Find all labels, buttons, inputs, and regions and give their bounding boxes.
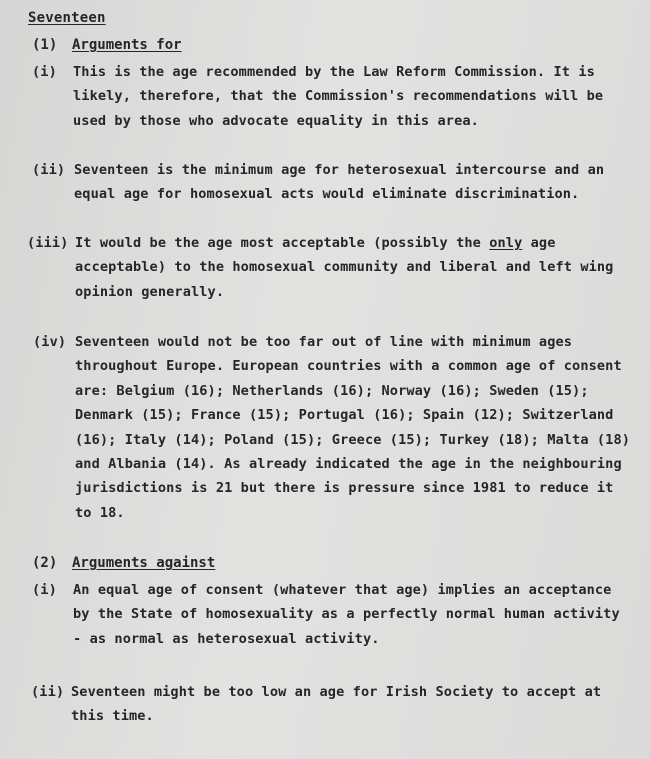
- text-line: Denmark (15); France (15); Portugal (16); Spain (12); Switzerland: [75, 407, 614, 424]
- section-arguments-against: [32, 553, 215, 573]
- text-line: used by those who advocate equality in this area.: [73, 112, 479, 129]
- text-line: An equal age of consent (whatever that age) implies an acceptance: [73, 582, 612, 598]
- text-line: and Albania (14). As already indicated the age in the neighbouring: [75, 456, 622, 473]
- text-fragment: age: [522, 235, 556, 251]
- item-marker: (ii): [31, 684, 65, 700]
- item-text: [75, 231, 613, 304]
- text-line: throughout Europe. European countries with a common age of consent: [75, 358, 622, 375]
- item-text: [71, 680, 601, 729]
- item-marker: (i): [32, 582, 57, 598]
- section-arguments-for: [32, 35, 182, 55]
- text-line: This is the age recommended by the Law Reform Commission. It is: [73, 64, 595, 80]
- text-line: acceptable) to the homosexual community and liberal and left wing: [75, 259, 614, 276]
- text-line: (16); Italy (14); Poland (15); Greece (15); Turkey (18); Malta (18): [75, 431, 631, 448]
- text-line: - as normal as heterosexual activity.: [73, 630, 380, 647]
- section-title: Arguments for: [72, 37, 182, 53]
- text-line: Seventeen would not be too far out of line with minimum ages: [75, 334, 573, 350]
- text-line: are: Belgium (16); Netherlands (16); Norway (16); Sweden (15);: [75, 382, 589, 399]
- text-line: jurisdictions is 21 but there is pressure since 1981 to reduce it: [75, 480, 614, 497]
- text-line: opinion generally.: [75, 283, 225, 300]
- item-text: [73, 578, 620, 651]
- text-line: Seventeen is the minimum age for heterosexual intercourse and an: [74, 162, 605, 178]
- text-line: by the State of homosexuality as a perfectly normal human activity: [73, 606, 620, 623]
- text-line: [75, 231, 613, 255]
- text-line: Seventeen might be too low an age for Irish Society to accept at: [71, 684, 602, 700]
- section-title: Arguments against: [72, 555, 216, 571]
- item-text: [75, 330, 630, 525]
- text-line: to 18.: [75, 504, 125, 521]
- item-marker: (ii): [32, 162, 66, 178]
- document-heading: Seventeen: [28, 10, 106, 26]
- text-line: equal age for homosexual acts would eliminate discrimination.: [74, 186, 580, 203]
- emphasis-word: only: [489, 235, 523, 251]
- text-line: likely, therefore, that the Commission's recommendations will be: [73, 88, 604, 105]
- item-marker: (i): [32, 64, 57, 80]
- text-line: this time.: [71, 708, 154, 725]
- section-number: (2): [32, 555, 58, 571]
- section-number: (1): [32, 37, 58, 53]
- item-marker: (iii): [27, 235, 69, 251]
- item-text: [73, 60, 603, 133]
- item-text: [74, 158, 604, 207]
- text-fragment: It would be the age most acceptable (possibly the: [75, 235, 490, 251]
- item-marker: (iv): [33, 334, 67, 350]
